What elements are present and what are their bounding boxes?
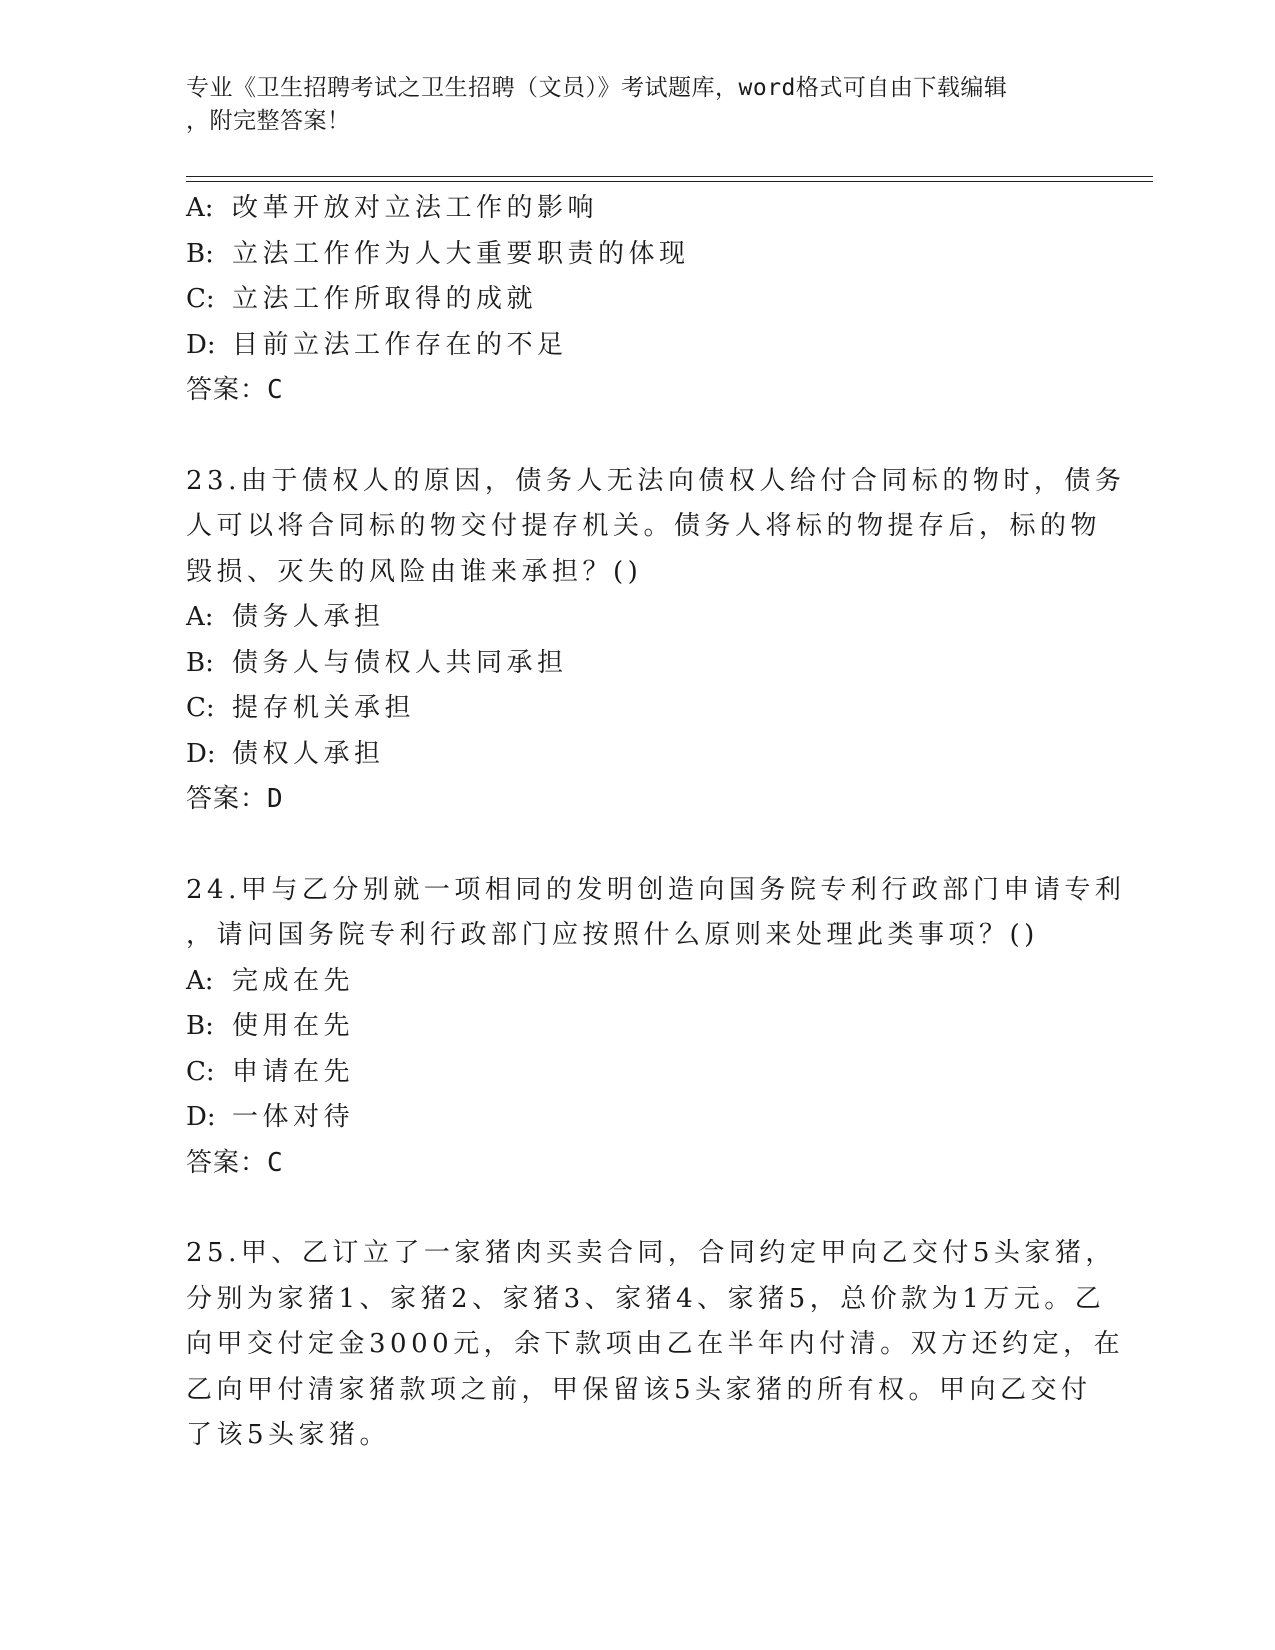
option-a: A: 债务人承担 — [186, 602, 385, 632]
header-rule-top — [186, 176, 1153, 177]
question-25 — [186, 1231, 1125, 1459]
option-d: D: 一体对待 — [186, 1102, 355, 1132]
option-a: A: 改革开放对立法工作的影响 — [186, 193, 599, 223]
answer: 答案：C — [186, 375, 284, 405]
option-c: C: 申请在先 — [186, 1056, 355, 1087]
option-c: C: 立法工作所取得的成就 — [186, 284, 538, 314]
question-text-line: 25.甲、乙订立了一家猪肉买卖合同，合同约定甲向乙交付5头家猪， — [186, 1238, 1116, 1268]
question-text-line: ，请问国务院专利行政部门应按照什么原则来处理此类事项？() — [186, 920, 1039, 950]
option-c: C: 提存机关承担 — [186, 693, 416, 723]
document-header — [186, 72, 1066, 138]
question-text-line: 向甲交付定金3000元，余下款项由乙在半年内付清。双方还约定，在 — [186, 1329, 1125, 1359]
option-b: B: 债务人与债权人共同承担 — [186, 647, 568, 678]
question-content — [186, 186, 1126, 1459]
header-line-1: 专业《卫生招聘考试之卫生招聘（文员）》考试题库，word格式可自由下载编辑 — [186, 75, 1008, 101]
question-text-line: 24.甲与乙分别就一项相同的发明创造向国务院专利行政部门申请专利 — [186, 874, 1126, 905]
answer: 答案：C — [186, 1147, 284, 1178]
answer: 答案：D — [186, 784, 284, 814]
question-text-line: 人可以将合同标的物交付提存机关。债务人将标的物提存后，标的物 — [186, 511, 1102, 541]
option-d: D: 债权人承担 — [186, 738, 385, 769]
question-text-line: 毁损、灭失的风险由谁来承担？() — [186, 556, 643, 587]
question-24 — [186, 868, 1126, 1187]
header-rule-bottom — [186, 181, 1153, 182]
header-line-2: ，附完整答案！ — [186, 108, 351, 134]
option-b: B: 立法工作作为人大重要职责的体现 — [186, 238, 690, 269]
question-block-prev — [186, 186, 1086, 414]
question-text-line: 分别为家猪1、家猪2、家猪3、家猪4、家猪5，总价款为1万元。乙 — [186, 1283, 1106, 1314]
question-text-line: 了该5头家猪。 — [186, 1420, 391, 1450]
question-text-line: 23.由于债权人的原因，债务人无法向债权人给付合同标的物时，债务 — [186, 465, 1126, 496]
option-d: D: 目前立法工作存在的不足 — [186, 329, 568, 360]
question-text-line: 乙向甲付清家猪款项之前，甲保留该5头家猪的所有权。甲向乙交付 — [186, 1374, 1092, 1405]
question-23 — [186, 459, 1126, 823]
option-b: B: 使用在先 — [186, 1011, 355, 1041]
option-a: A: 完成在先 — [186, 965, 355, 996]
